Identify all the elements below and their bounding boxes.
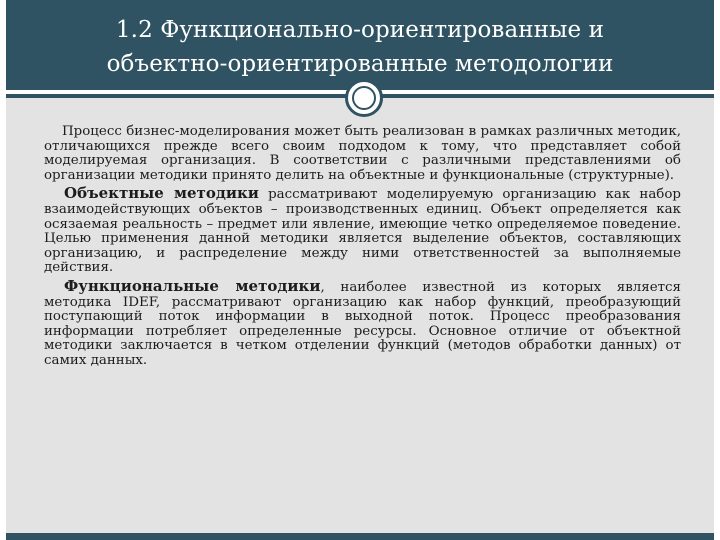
slide-body	[44, 125, 681, 372]
paragraph-functional-methods	[44, 276, 682, 369]
bottom-bar	[6, 533, 714, 540]
term-object-methods: Объектные методики	[64, 184, 259, 203]
slide-title	[6, 13, 714, 81]
paragraph-object-methods-text: рассматривают моделируемую организацию как набор взаимодействующих объектов – производственных единиц. Объект определяется как осязаемая реальность – предмет или явление, имеющие четко определяемое поведение. Целью применения данной методики является выделение объектов, составляющих организацию, и распределение между ними ответственностей за выполняемые действия.	[44, 187, 681, 276]
term-functional-methods: Функциональные методики	[64, 276, 321, 295]
circle-ornament-icon	[345, 79, 383, 117]
slide-title-line-2: объектно-ориентированные методологии	[106, 51, 614, 77]
slide	[6, 0, 714, 533]
slide-title-line-1: 1.2 Функционально-ориентированные и	[115, 17, 605, 43]
paragraph-intro: Процесс бизнес-моделирования может быть реализован в рамках различных методик, отличающихся прежде всего своим подходом к тому, что представляет собой моделируемая организация. В соответствии с различными представлениями об организации методики принято делить на объектные и функциональные (структурные).	[44, 124, 681, 183]
paragraph-functional-methods-text: , наиболее известной из которых является методика IDEF, рассматривают организацию как набор функций, преобразующий поступающий поток информации в выходной поток. Процесс преобразования информации потребляет определенные ресурсы. Основное отличие от объектной методики заключается в четком отделении функций (методов обработки данных) от самих данных.	[44, 279, 682, 368]
paragraph-object-methods	[44, 186, 681, 276]
